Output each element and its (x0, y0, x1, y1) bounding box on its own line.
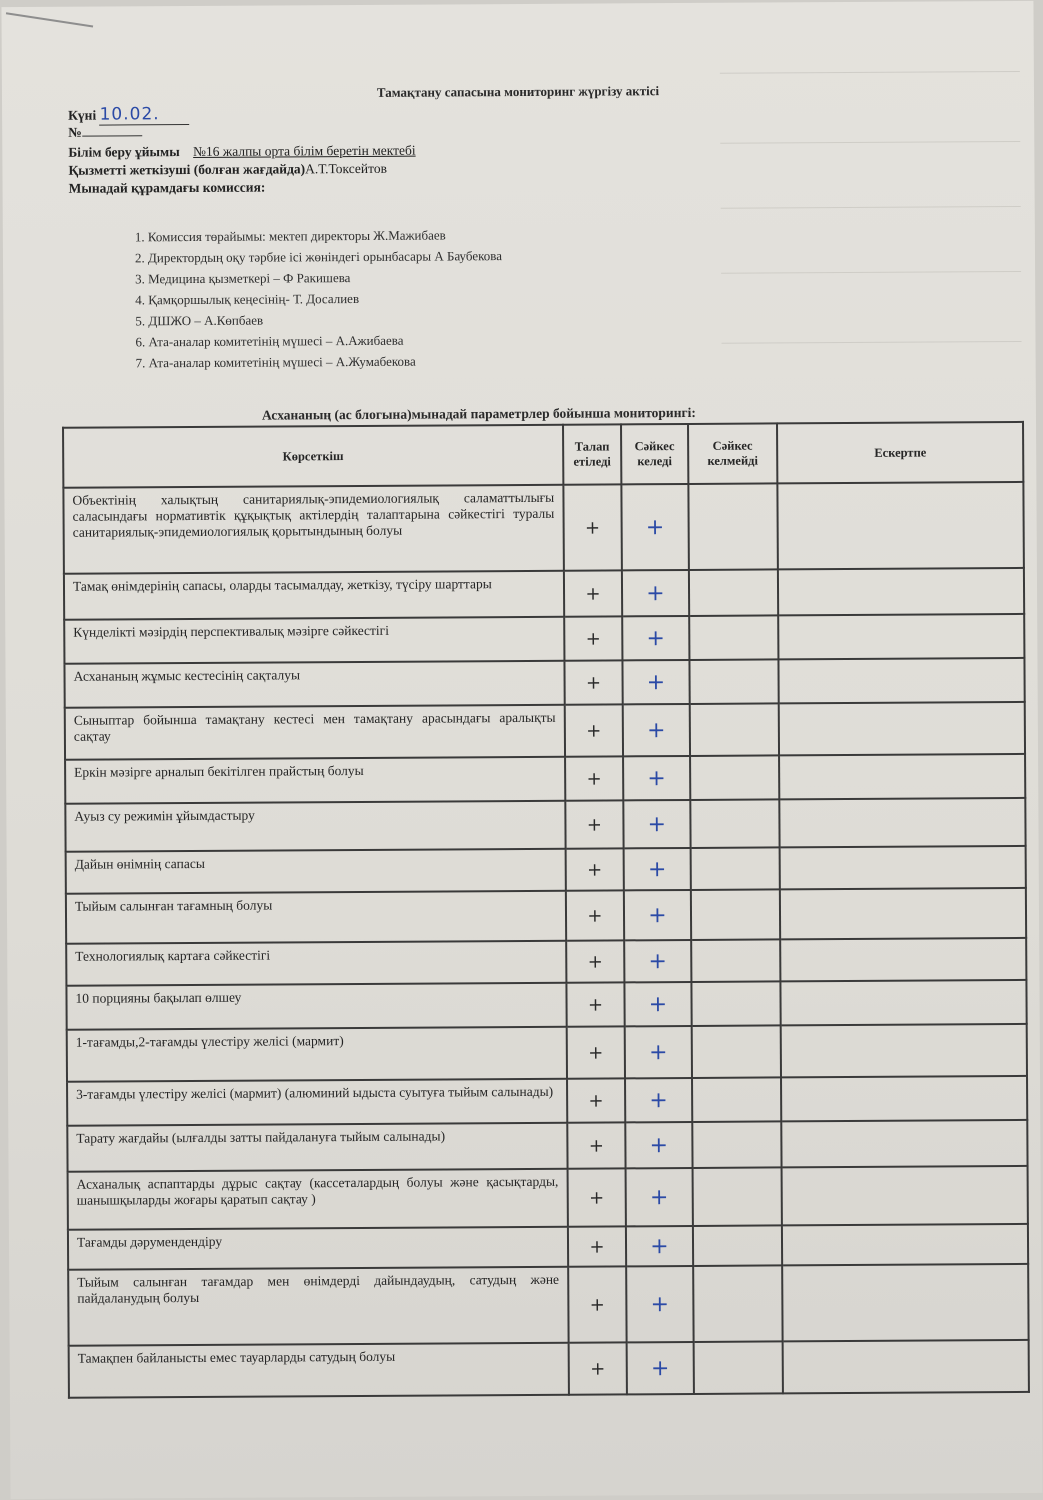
nonconforms-cell (693, 1265, 783, 1342)
required-cell: + (565, 848, 624, 890)
member-item: 1. Комиссия төрайымы: мектеп директоры Ж.Мажибаев (134, 227, 446, 245)
nonconforms-cell (691, 1025, 781, 1078)
indicator-cell: Асханалық аспаптарды дұрыс сақтау (кассеталардың болуы және қасықтарды, шанышқыларды жоғары қаратып сақтау ) (68, 1169, 568, 1230)
indicator-cell: Сыныптар бойынша тамақтану кестесі мен тамақтану арасындағы аралықты сақтау (65, 705, 565, 760)
required-cell: + (568, 1226, 627, 1266)
supplier-value: А.Т.Токсейтов (305, 160, 387, 177)
note-cell (780, 888, 1026, 940)
document-title: Тамақтану сапасына мониторинг жүргізу актісі (376, 83, 660, 100)
conforms-cell: + (622, 616, 689, 660)
bleed-line (720, 141, 1020, 144)
indicator-cell: Объектінің халықтың санитариялық-эпидемиологиялық саламаттылығы саласындағы нормативтік құқықтық актілердің талаптарына сәйкестігі туралы санитариялық-эпидемиологиялық қорытындының болуы (63, 485, 563, 574)
table-row (65, 798, 1025, 852)
number-label: № (68, 124, 82, 140)
required-cell: + (566, 890, 625, 940)
header-nonconforms-line2: келмейді (707, 453, 758, 468)
required-cell: + (564, 616, 623, 660)
note-cell (778, 482, 1024, 569)
pencil-mark (6, 12, 93, 27)
table-row (64, 658, 1024, 708)
required-cell: + (566, 940, 625, 982)
bleed-line (721, 271, 1021, 274)
table-header-row (63, 422, 1023, 488)
table-row (66, 980, 1026, 1030)
member-item: 3. Медицина қызметкері – Ф Ракишева (135, 270, 351, 287)
note-cell (778, 568, 1024, 616)
table-row (67, 1024, 1027, 1082)
required-cell: + (565, 704, 624, 756)
indicator-cell: Тағамды дәрумендендіру (68, 1227, 568, 1270)
required-cell: + (567, 1078, 626, 1122)
note-cell (778, 614, 1024, 660)
conforms-cell: + (624, 848, 691, 890)
note-cell (782, 1224, 1028, 1266)
indicator-cell: 1-тағамды,2-тағамды үлестіру желісі (мармит) (67, 1027, 567, 1082)
nonconforms-cell (692, 1077, 782, 1122)
conforms-cell: + (624, 982, 691, 1026)
note-cell (780, 798, 1026, 848)
indicator-cell: Тыйым салынған тағамдар мен өнімдерді дайындаудың, сатудың және пайдаланудың болуы (68, 1267, 568, 1346)
note-cell (782, 1120, 1028, 1168)
table-row (65, 754, 1025, 804)
nonconforms-cell (689, 703, 779, 756)
document-page (1, 1, 1042, 1499)
table-row (67, 1120, 1027, 1172)
nonconforms-cell (690, 847, 780, 890)
conforms-cell: + (623, 704, 690, 756)
indicator-cell: Тыйым салынған тағамның болуы (66, 891, 566, 944)
required-cell: + (568, 1266, 627, 1342)
nonconforms-cell (692, 1121, 782, 1168)
nonconforms-cell (693, 1341, 783, 1394)
required-cell: + (564, 660, 623, 704)
required-cell: + (566, 982, 625, 1026)
nonconforms-cell (688, 483, 778, 570)
table-row (68, 1224, 1028, 1270)
header-conforms-line2: келеді (637, 454, 672, 469)
table-row (66, 888, 1026, 944)
note-cell (781, 1024, 1027, 1078)
conforms-cell: + (626, 1266, 693, 1342)
header-required-line1: Талап (574, 439, 610, 454)
conforms-cell: + (626, 1226, 693, 1266)
nonconforms-cell (689, 569, 779, 616)
header-nonconforms-line1: Сәйкес (712, 438, 753, 453)
member-item: 6. Ата-аналар комитетінің мүшесі – А.Ажибаева (135, 332, 404, 350)
table-row (64, 568, 1024, 620)
table-row (64, 614, 1024, 664)
note-cell (779, 658, 1025, 704)
header-conforms-line1: Сәйкес (634, 439, 675, 454)
table-title: Асхананың (ас блогына)мынадай параметрлер бойынша мониторингі: (261, 404, 696, 423)
supplier-line (68, 161, 387, 179)
required-cell: + (565, 800, 624, 848)
organization-line (68, 143, 415, 161)
header-note: Ескертпе (777, 422, 1023, 484)
required-cell: + (565, 756, 624, 800)
indicator-cell: Тамақпен байланысты емес тауарларды сатудың болуы (69, 1343, 569, 1398)
note-cell (781, 980, 1027, 1026)
note-cell (781, 1076, 1027, 1122)
nonconforms-cell (691, 939, 781, 982)
nonconforms-cell (689, 615, 779, 660)
nonconforms-cell (691, 981, 781, 1026)
conforms-cell: + (627, 1342, 694, 1394)
nonconforms-cell (692, 1167, 782, 1226)
note-cell (783, 1340, 1029, 1394)
indicator-cell: Технологиялық картаға сәйкестігі (66, 941, 566, 986)
date-label: Күні (68, 107, 97, 123)
table-row (68, 1166, 1028, 1230)
required-cell: + (568, 1342, 627, 1394)
table-row (65, 702, 1025, 760)
nonconforms-cell (690, 755, 780, 800)
indicator-cell: Тамақ өнімдерінің сапасы, оларды тасымалдау, жеткізу, түсіру шарттары (64, 571, 564, 620)
conforms-cell: + (626, 1168, 693, 1226)
bleed-line (722, 341, 1022, 344)
indicator-cell: Асхананың жұмыс кестесінің сақталуы (64, 661, 564, 708)
required-cell: + (564, 570, 623, 616)
header-nonconforms (688, 423, 778, 484)
header-conforms (621, 424, 688, 484)
table-row (69, 1340, 1029, 1398)
indicator-cell: Еркін мәзірге арналып бекітілген прайстың болуы (65, 757, 565, 804)
note-cell (780, 846, 1026, 890)
commission-members (135, 224, 503, 373)
conforms-cell: + (623, 756, 690, 800)
member-item: 4. Қамқоршылық кеңесінің- Т. Досалиев (135, 290, 360, 308)
note-cell (780, 938, 1026, 982)
conforms-cell: + (625, 1122, 692, 1168)
required-cell: + (563, 484, 622, 570)
member-item: 5. ДШЖО – А.Көпбаев (135, 312, 264, 329)
conforms-cell: + (625, 1078, 692, 1122)
note-cell (782, 1264, 1028, 1341)
note-cell (779, 702, 1025, 756)
date-value: 10.02. (99, 104, 160, 125)
indicator-cell: Ауыз су режимін ұйымдастыру (65, 801, 565, 852)
bleed-line (721, 206, 1021, 209)
date-field (100, 104, 190, 126)
table-row (67, 1076, 1027, 1126)
indicator-cell: 3-тағамды үлестіру желісі (мармит) (алюминий ыдыста суытуға тыйым салынады) (67, 1079, 567, 1126)
monitoring-table (62, 421, 1030, 1399)
conforms-cell: + (623, 800, 690, 848)
conforms-cell: + (623, 660, 690, 704)
required-cell: + (567, 1122, 626, 1168)
number-field (82, 135, 142, 136)
member-item: 2. Директордың оқу тәрбие ісі жөніндегі орынбасары А Баубекова (134, 248, 503, 266)
conforms-cell: + (622, 570, 689, 616)
date-line (68, 104, 190, 126)
indicator-cell: Күнделікті мәзірдің перспективалық мәзірге сәйкестігі (64, 617, 564, 664)
table-row (63, 482, 1024, 574)
indicator-cell: Дайын өнімнің сапасы (66, 849, 566, 894)
nonconforms-cell (690, 799, 780, 848)
required-cell: + (566, 1026, 625, 1078)
table-row (68, 1264, 1028, 1346)
header-required (563, 424, 622, 484)
bleed-line (720, 71, 1020, 74)
nonconforms-cell (693, 1225, 783, 1266)
header-indicator: Көрсеткіш (63, 425, 563, 488)
table-row (66, 938, 1026, 986)
conforms-cell: + (624, 940, 691, 982)
required-cell: + (567, 1168, 626, 1226)
conforms-cell: + (624, 890, 691, 940)
conforms-cell: + (625, 1026, 692, 1078)
nonconforms-cell (689, 659, 779, 704)
header-required-line2: етіледі (573, 454, 611, 469)
indicator-cell: Тарату жағдайы (ылғалды затты пайдалануға тыйым салынады) (67, 1123, 567, 1172)
table-row (66, 846, 1026, 894)
note-cell (779, 754, 1025, 800)
organization-label: Білім беру ұйымы (68, 144, 180, 160)
commission-line (69, 180, 266, 197)
supplier-label: Қызметті жеткізуші (болған жағдайда) (68, 161, 306, 178)
number-line (68, 124, 142, 140)
member-item: 7. Ата-аналар комитетінің мүшесі – А.Жумабекова (135, 353, 416, 371)
organization-value: №16 жалпы орта білім беретін мектебі (193, 142, 416, 159)
commission-label: Мынадай құрамдағы комиссия: (68, 179, 266, 196)
conforms-cell: + (621, 484, 688, 570)
nonconforms-cell (691, 889, 781, 940)
indicator-cell: 10 порцияны бақылап өлшеу (66, 983, 566, 1030)
note-cell (782, 1166, 1028, 1226)
